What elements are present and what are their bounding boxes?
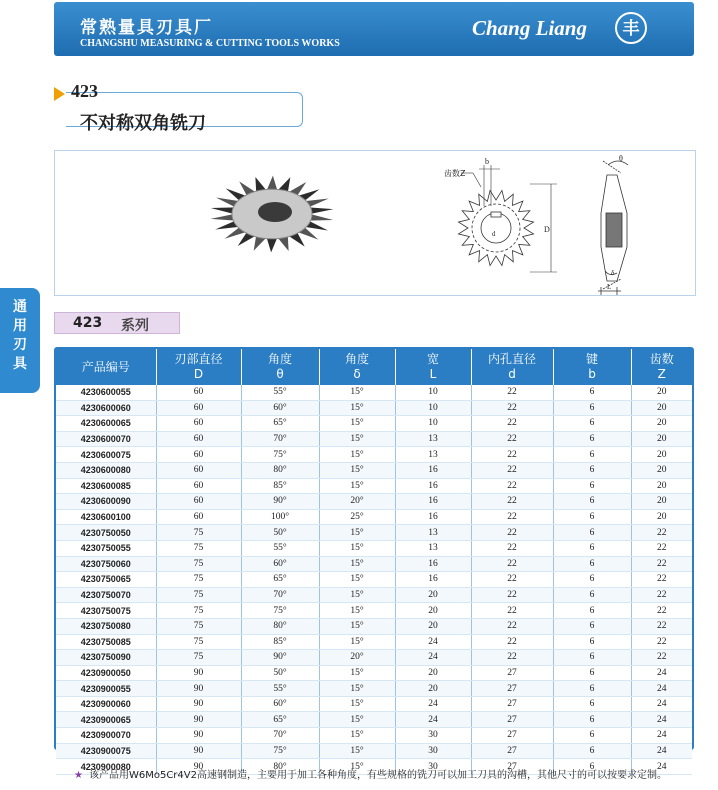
table-cell: 15° [319, 540, 395, 556]
table-cell: 10 [395, 385, 471, 400]
table-cell: 25° [319, 509, 395, 525]
column-header-symbol: θ [276, 367, 284, 381]
table-cell: 75° [241, 447, 319, 463]
table-cell: 60 [156, 509, 241, 525]
table-cell: 4230900055 [56, 681, 156, 697]
table-cell: 22 [631, 556, 692, 572]
column-header-symbol: D [193, 367, 204, 381]
table-cell: 60 [156, 385, 241, 400]
table-cell: 6 [553, 712, 631, 728]
table-cell: 15° [319, 681, 395, 697]
table-cell: 22 [471, 400, 553, 416]
table-cell: 60° [241, 556, 319, 572]
label-theta: θ [619, 154, 623, 163]
table-cell: 24 [395, 650, 471, 666]
table-cell: 22 [631, 634, 692, 650]
column-header [319, 349, 395, 385]
table-cell: 6 [553, 400, 631, 416]
table-cell: 75 [156, 603, 241, 619]
table-row [56, 525, 692, 541]
table-header-row [56, 349, 692, 385]
table-cell: 55° [241, 681, 319, 697]
table-cell: 24 [631, 712, 692, 728]
table-cell: 90 [156, 712, 241, 728]
table-cell: 15° [319, 462, 395, 478]
table-cell: 80° [241, 618, 319, 634]
column-header-symbol: L [429, 367, 437, 381]
brand-name: Chang Liang [472, 16, 587, 40]
table-cell: 6 [553, 540, 631, 556]
table-cell: 75 [156, 556, 241, 572]
table-cell: 22 [471, 447, 553, 463]
table-cell: 16 [395, 478, 471, 494]
table-cell: 4230600060 [56, 400, 156, 416]
table-cell: 24 [631, 681, 692, 697]
table-cell: 22 [631, 540, 692, 556]
table-cell: 20° [319, 650, 395, 666]
table-cell: 4230600065 [56, 416, 156, 432]
table-cell: 6 [553, 603, 631, 619]
table-cell: 4230750050 [56, 525, 156, 541]
table-cell: 22 [471, 385, 553, 400]
table-cell: 15° [319, 587, 395, 603]
table-row [56, 712, 692, 728]
table-cell: 4230750090 [56, 650, 156, 666]
table-cell: 75 [156, 618, 241, 634]
table-cell: 27 [471, 681, 553, 697]
table-cell: 20 [631, 400, 692, 416]
table-cell: 22 [631, 618, 692, 634]
table-cell: 4230600080 [56, 462, 156, 478]
table-cell: 15° [319, 603, 395, 619]
side-tab-char: 用 [13, 318, 27, 334]
table-row [56, 494, 692, 510]
table-cell: 16 [395, 462, 471, 478]
table-cell: 22 [471, 431, 553, 447]
table-cell: 10 [395, 416, 471, 432]
table-cell: 22 [471, 556, 553, 572]
table-cell: 6 [553, 416, 631, 432]
table-cell: 30 [395, 743, 471, 759]
table-cell: 15° [319, 728, 395, 744]
table-cell: 70° [241, 728, 319, 744]
table-cell: 60 [156, 462, 241, 478]
brand-logo-icon [614, 11, 648, 45]
table-cell: 15° [319, 665, 395, 681]
front-view-drawing [458, 190, 533, 265]
company-name-cn: 常熟量具刃具厂 [80, 18, 213, 38]
table-cell: 6 [553, 447, 631, 463]
table-cell: 6 [553, 634, 631, 650]
table-row [56, 400, 692, 416]
product-image-panel [54, 150, 696, 296]
table-cell: 4230750085 [56, 634, 156, 650]
table-cell: 22 [471, 634, 553, 650]
table-cell: 60° [241, 696, 319, 712]
table-cell: 4230750055 [56, 540, 156, 556]
table-cell: 20 [395, 618, 471, 634]
table-cell: 15° [319, 478, 395, 494]
table-row [56, 447, 692, 463]
table-cell: 4230600090 [56, 494, 156, 510]
table-cell: 60 [156, 447, 241, 463]
table-cell: 60 [156, 478, 241, 494]
table-cell: 6 [553, 650, 631, 666]
column-header [553, 349, 631, 385]
table-cell: 6 [553, 509, 631, 525]
table-cell: 6 [553, 462, 631, 478]
table-cell: 6 [553, 587, 631, 603]
table-cell: 75° [241, 603, 319, 619]
table-cell: 4230750070 [56, 587, 156, 603]
table-cell: 75° [241, 743, 319, 759]
table-row [56, 728, 692, 744]
table-cell: 20 [395, 587, 471, 603]
table-cell: 4230600055 [56, 385, 156, 400]
table-cell: 15° [319, 556, 395, 572]
table-row [56, 462, 692, 478]
table-cell: 24 [631, 759, 692, 775]
table-cell: 100° [241, 509, 319, 525]
table-row [56, 587, 692, 603]
table-cell: 90 [156, 681, 241, 697]
table-cell: 24 [395, 712, 471, 728]
table-cell: 24 [631, 696, 692, 712]
column-header-label: 角度 [344, 352, 369, 366]
table-cell: 75 [156, 572, 241, 588]
column-header-label: 齿数 [649, 352, 674, 366]
side-tab-char: 具 [13, 356, 27, 372]
table-cell: 4230750080 [56, 618, 156, 634]
table-cell: 15° [319, 743, 395, 759]
table-cell: 50° [241, 665, 319, 681]
side-tab [0, 288, 40, 393]
table-cell: 27 [471, 759, 553, 775]
table-cell: 20 [395, 603, 471, 619]
table-cell: 75 [156, 525, 241, 541]
table-cell: 4230750065 [56, 572, 156, 588]
table-cell: 22 [631, 572, 692, 588]
table-cell: 6 [553, 385, 631, 400]
table-cell: 16 [395, 494, 471, 510]
label-D: D [544, 225, 550, 234]
star-icon: ★ [74, 770, 83, 781]
table-cell: 27 [471, 712, 553, 728]
cutter-bore [258, 202, 292, 222]
front-view-inner-circle [472, 204, 520, 252]
table-cell: 24 [631, 665, 692, 681]
table-cell: 22 [471, 618, 553, 634]
table-cell: 20 [395, 681, 471, 697]
table-cell: 27 [471, 696, 553, 712]
table-cell: 75 [156, 540, 241, 556]
table-cell: 20 [631, 431, 692, 447]
label-d: d [492, 230, 496, 238]
table-row [56, 743, 692, 759]
table-cell: 20 [631, 462, 692, 478]
table-cell: 22 [471, 462, 553, 478]
header-banner [54, 2, 694, 56]
series-text: 系列 [121, 318, 149, 334]
table-cell: 22 [471, 603, 553, 619]
table-row [56, 603, 692, 619]
logo-char: 丰 [622, 19, 640, 39]
side-tab-char: 通 [13, 299, 27, 315]
table-cell: 65° [241, 712, 319, 728]
cutter-tooth [267, 237, 278, 252]
table-cell: 6 [553, 494, 631, 510]
table-cell: 65° [241, 572, 319, 588]
table-row [56, 478, 692, 494]
table-cell: 4230600100 [56, 509, 156, 525]
table-cell: 6 [553, 525, 631, 541]
label-delta: δ [611, 269, 615, 277]
table-cell: 15° [319, 572, 395, 588]
table-row [56, 431, 692, 447]
table-cell: 90° [241, 650, 319, 666]
table-cell: 30 [395, 728, 471, 744]
side-tab-char: 刃 [13, 337, 27, 353]
table-cell: 50° [241, 525, 319, 541]
table-cell: 22 [631, 525, 692, 541]
table-cell: 75 [156, 634, 241, 650]
table-cell: 22 [631, 587, 692, 603]
table-cell: 15° [319, 416, 395, 432]
table-cell: 22 [631, 650, 692, 666]
table-cell: 22 [471, 650, 553, 666]
table-cell: 70° [241, 587, 319, 603]
table-cell: 20 [631, 385, 692, 400]
table-cell: 65° [241, 416, 319, 432]
series-number: 423 [73, 315, 103, 331]
table-cell: 4230750060 [56, 556, 156, 572]
table-cell: 22 [471, 572, 553, 588]
column-header [156, 349, 241, 385]
table-row [56, 385, 692, 400]
table-cell: 15° [319, 447, 395, 463]
table-cell: 16 [395, 556, 471, 572]
table-cell: 60 [156, 416, 241, 432]
table-cell: 6 [553, 681, 631, 697]
label-b: b [485, 157, 489, 166]
table-cell: 60 [156, 494, 241, 510]
title-arrow-icon [54, 87, 65, 101]
table-cell: 75 [156, 650, 241, 666]
table-cell: 90 [156, 759, 241, 775]
table-cell: 75 [156, 587, 241, 603]
table-cell: 27 [471, 728, 553, 744]
table-row [56, 416, 692, 432]
column-header-label: 产品编号 [81, 359, 130, 374]
footer-note [74, 766, 667, 781]
table-cell: 90 [156, 696, 241, 712]
table-cell: 90° [241, 494, 319, 510]
column-header [471, 349, 553, 385]
spec-table [54, 347, 694, 772]
label-L: L [607, 283, 612, 291]
table-row [56, 681, 692, 697]
table-cell: 6 [553, 696, 631, 712]
product-name: 不对称双角铣刀 [80, 113, 206, 134]
table-cell: 85° [241, 634, 319, 650]
front-view-teeth [458, 190, 533, 265]
table-cell: 24 [395, 696, 471, 712]
table-cell: 85° [241, 478, 319, 494]
table-cell: 15° [319, 618, 395, 634]
table-cell: 13 [395, 525, 471, 541]
column-header [631, 349, 692, 385]
column-header-label: 宽 [426, 352, 439, 366]
table-cell: 20 [631, 494, 692, 510]
table-cell: 80° [241, 462, 319, 478]
table-cell: 27 [471, 743, 553, 759]
table-cell: 20 [631, 447, 692, 463]
table-cell: 15° [319, 634, 395, 650]
table-cell: 22 [471, 478, 553, 494]
table-cell: 20 [631, 478, 692, 494]
table-cell: 16 [395, 509, 471, 525]
table-cell: 20 [395, 665, 471, 681]
table-cell: 4230900080 [56, 759, 156, 775]
table-cell: 60 [156, 400, 241, 416]
table-cell: 60 [156, 431, 241, 447]
column-header-label: 角度 [267, 352, 292, 366]
table-cell: 4230900050 [56, 665, 156, 681]
table-cell: 60° [241, 400, 319, 416]
table-cell: 15° [319, 400, 395, 416]
table-cell: 16 [395, 572, 471, 588]
column-header-symbol: δ [353, 367, 361, 381]
table-cell: 24 [631, 743, 692, 759]
table-cell: 55° [241, 540, 319, 556]
table-row [56, 634, 692, 650]
table-cell: 4230900070 [56, 728, 156, 744]
table-cell: 22 [471, 525, 553, 541]
column-header [395, 349, 471, 385]
table-row [56, 665, 692, 681]
table-row [56, 618, 692, 634]
table-cell: 15° [319, 385, 395, 400]
table-cell: 90 [156, 743, 241, 759]
table-cell: 27 [471, 665, 553, 681]
table-cell: 90 [156, 728, 241, 744]
table-cell: 6 [553, 665, 631, 681]
table-cell: 13 [395, 540, 471, 556]
table-cell: 6 [553, 572, 631, 588]
table-cell: 4230600075 [56, 447, 156, 463]
table-cell: 6 [553, 728, 631, 744]
column-header [56, 349, 156, 385]
table-cell: 20° [319, 494, 395, 510]
cutter-photo [211, 176, 334, 253]
table-cell: 80° [241, 759, 319, 775]
table-cell: 13 [395, 447, 471, 463]
dimension-lines [461, 165, 557, 272]
column-header-label: 刃部直径 [174, 352, 223, 366]
table-cell: 15° [319, 525, 395, 541]
table-cell: 6 [553, 431, 631, 447]
table-cell: 22 [471, 587, 553, 603]
table-row [56, 572, 692, 588]
table-cell: 4230900060 [56, 696, 156, 712]
table-row [56, 696, 692, 712]
footer-note-text: 该产品用W6Mo5Cr4V2高速钢制造，主要用于加工各种角度，有些规格的铣刀可以加工刀具的沟槽，其他尺寸的可以按要求定制。 [88, 770, 667, 781]
table-cell: 30 [395, 759, 471, 775]
table-cell: 4230600085 [56, 478, 156, 494]
table-cell: 15° [319, 696, 395, 712]
table-cell: 20 [631, 416, 692, 432]
table-cell: 6 [553, 478, 631, 494]
table-cell: 22 [471, 509, 553, 525]
column-header-label: 内孔直径 [487, 352, 536, 366]
column-header [241, 349, 319, 385]
table-cell: 4230750075 [56, 603, 156, 619]
table-row [56, 540, 692, 556]
table-cell: 4230600070 [56, 431, 156, 447]
column-header-label: 键 [585, 352, 598, 366]
table-cell: 24 [395, 634, 471, 650]
table-cell: 22 [471, 540, 553, 556]
column-header-symbol: b [588, 367, 596, 381]
column-header-symbol: Z [657, 367, 666, 381]
cutter-tooth [267, 176, 278, 191]
table-cell: 20 [631, 509, 692, 525]
table-row [56, 556, 692, 572]
table-cell: 15° [319, 431, 395, 447]
table-cell: 15° [319, 712, 395, 728]
table-cell: 22 [631, 603, 692, 619]
table-cell: 6 [553, 618, 631, 634]
table-cell: 10 [395, 400, 471, 416]
table-cell: 15° [319, 759, 395, 775]
table-cell: 55° [241, 385, 319, 400]
table-row [56, 509, 692, 525]
table-cell: 6 [553, 743, 631, 759]
table-cell: 4230900065 [56, 712, 156, 728]
table-cell: 6 [553, 759, 631, 775]
table-cell: 13 [395, 431, 471, 447]
company-name-en: CHANGSHU MEASURING & CUTTING TOOLS WORKS [80, 38, 340, 49]
table-cell: 6 [553, 556, 631, 572]
table-cell: 24 [631, 728, 692, 744]
label-teeth: 齿数Z [444, 169, 466, 178]
table-row [56, 650, 692, 666]
table-cell: 90 [156, 665, 241, 681]
table-cell: 22 [471, 416, 553, 432]
table-cell: 4230900075 [56, 743, 156, 759]
table-cell: 70° [241, 431, 319, 447]
series-label [54, 312, 180, 334]
table-cell: 22 [471, 494, 553, 510]
product-code: 423 [71, 81, 98, 101]
column-header-symbol: d [508, 367, 516, 381]
